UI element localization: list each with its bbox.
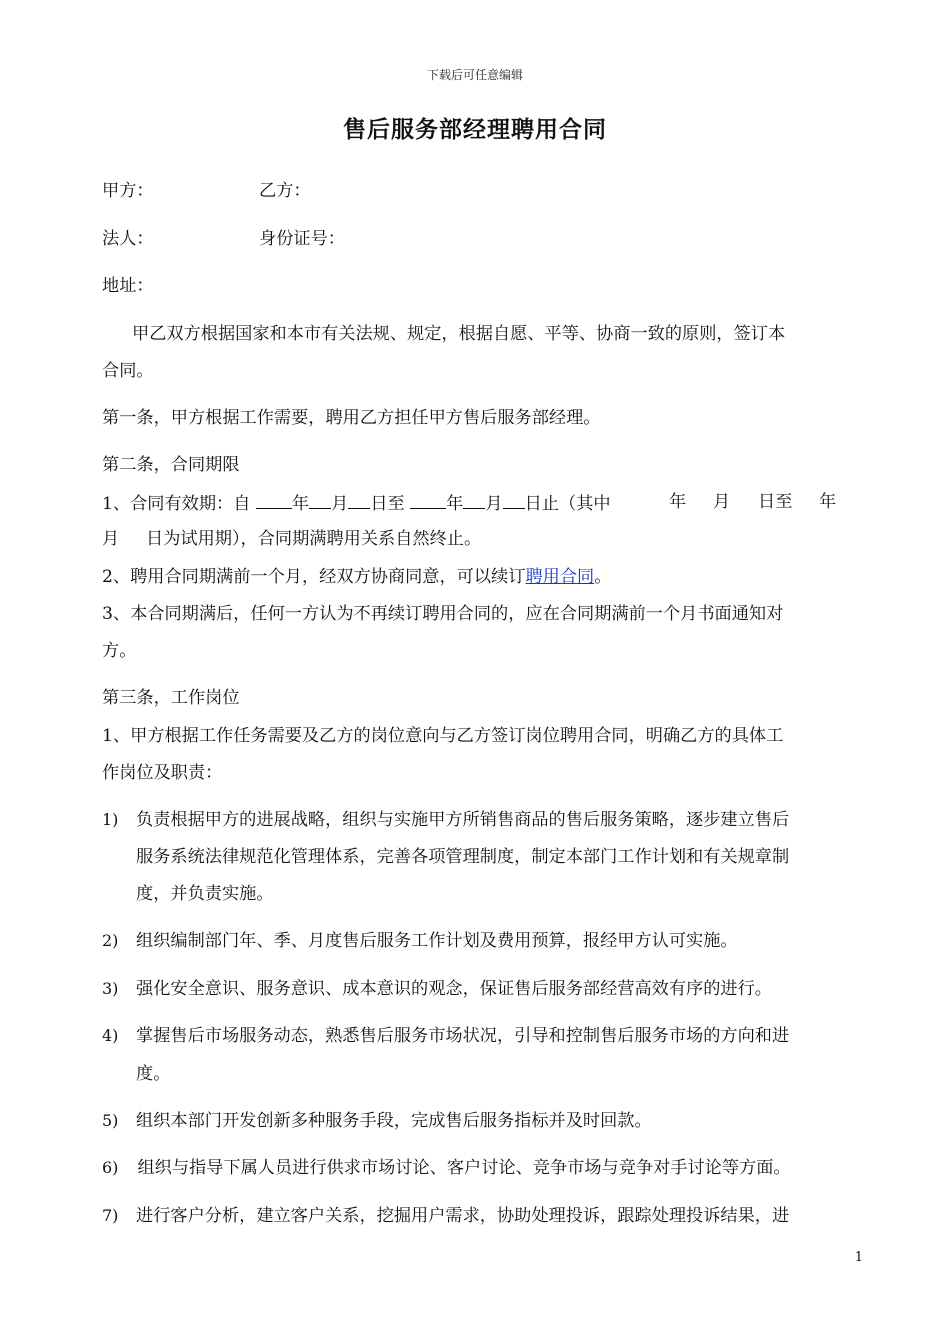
party-a-label: 甲方：: [102, 181, 154, 201]
article-3-item-1-line-1: 1、甲方根据工作任务需要及乙方的岗位意向与乙方签订岗位聘用合同，明确乙方的具体工: [102, 726, 784, 746]
blank-start-day[interactable]: [348, 492, 370, 509]
article-2-heading: 第二条，合同期限: [102, 455, 240, 475]
trial-day-to-label: 日至: [758, 492, 793, 512]
intro-line-1: 甲乙双方根据国家和本市有关法规、规定，根据自愿、平等、协商一致的原则，签订本: [132, 324, 786, 344]
trial-year-end-label: 年: [819, 492, 837, 512]
id-number-label: 身份证号：: [259, 229, 345, 249]
duty-5-line-1: 组织本部门开发创新多种服务手段，完成售后服务指标并及时回款。: [136, 1111, 652, 1131]
term-year: 年: [291, 494, 310, 514]
term-month: 月: [331, 494, 349, 514]
article-3-heading: 第三条，工作岗位: [102, 688, 240, 708]
term-day-to: 日至: [370, 494, 405, 514]
duty-7-line-1: 进行客户分析，建立客户关系，挖掘用户需求，协助处理投诉，跟踪处理投诉结果，进: [136, 1206, 790, 1226]
header-note: 下载后可任意编辑: [426, 68, 523, 82]
duty-6-number: 6): [102, 1158, 119, 1177]
blank-start-year[interactable]: [256, 492, 292, 509]
legal-person-label: 法人：: [102, 229, 154, 249]
duty-6-line-1: 组织与指导下属人员进行供求市场讨论、客户讨论、竞争市场与竞争对手讨论等方面。: [132, 1158, 791, 1178]
address-label: 地址：: [102, 276, 154, 296]
trial-year-label: 年: [669, 492, 687, 512]
duty-3-line-1: 强化安全意识、服务意识、成本意识的观念，保证售后服务部经营高效有序的进行。: [136, 979, 772, 999]
duty-1-number: 1): [102, 810, 119, 829]
article-2-item-1-line-1: [102, 492, 611, 514]
duty-4-number: 4): [102, 1026, 119, 1045]
article-2-item-1-line-2: 日为试用期），合同期满聘用关系自然终止。: [146, 529, 482, 549]
duty-2-line-1: 组织编制部门年、季、月度售后服务工作计划及费用预算，报经甲方认可实施。: [136, 931, 738, 951]
duty-3-number: 3): [102, 979, 119, 998]
duty-4-line-2: 度。: [136, 1064, 171, 1084]
blank-end-year[interactable]: [410, 492, 446, 509]
duty-5-number: 5): [102, 1111, 119, 1130]
article-2-item-2-text: 2、聘用合同期满前一个月，经双方协商同意，可以续订: [102, 567, 526, 587]
trial-month-end-label: 月: [102, 529, 120, 549]
trial-month-label: 月: [713, 492, 731, 512]
article-2-item-2-end: 。: [594, 567, 612, 587]
blank-end-month[interactable]: [463, 492, 485, 509]
term-year-end: 年: [446, 494, 464, 514]
article-2-item-2: [102, 567, 611, 587]
document-title: 售后服务部经理聘用合同: [343, 116, 607, 143]
article-1: 第一条，甲方根据工作需要，聘用乙方担任甲方售后服务部经理。: [102, 408, 601, 428]
article-3-item-1-line-2: 作岗位及职责：: [102, 763, 223, 783]
party-b-label: 乙方：: [259, 181, 311, 201]
duty-1-line-2: 服务系统法律规范化管理体系，完善各项管理制度，制定本部门工作计划和有关规章制: [136, 847, 790, 867]
duty-4-line-1: 掌握售后市场服务动态，熟悉售后服务市场状况，引导和控制售后服务市场的方向和进: [136, 1026, 790, 1046]
employment-contract-link[interactable]: 聘用合同: [525, 567, 595, 587]
term-prefix: 1、合同有效期：自: [102, 494, 251, 514]
term-day-end: 日止（其中: [524, 494, 611, 514]
duty-1-line-1: 负责根据甲方的进展战略，组织与实施甲方所销售商品的售后服务策略，逐步建立售后: [136, 810, 790, 830]
duty-2-number: 2): [102, 931, 119, 950]
article-2-item-3-line-2: 方。: [102, 641, 137, 661]
intro-line-2: 合同。: [102, 361, 154, 381]
duty-7-number: 7): [102, 1206, 119, 1225]
blank-end-day[interactable]: [503, 492, 525, 509]
term-month-end: 月: [485, 494, 503, 514]
duty-1-line-3: 度，并负责实施。: [136, 884, 274, 904]
page-number: 1: [854, 1250, 863, 1265]
blank-start-month[interactable]: [309, 492, 331, 509]
article-2-item-3-line-1: 3、本合同期满后，任何一方认为不再续订聘用合同的，应在合同期满前一个月书面通知对: [102, 604, 784, 624]
